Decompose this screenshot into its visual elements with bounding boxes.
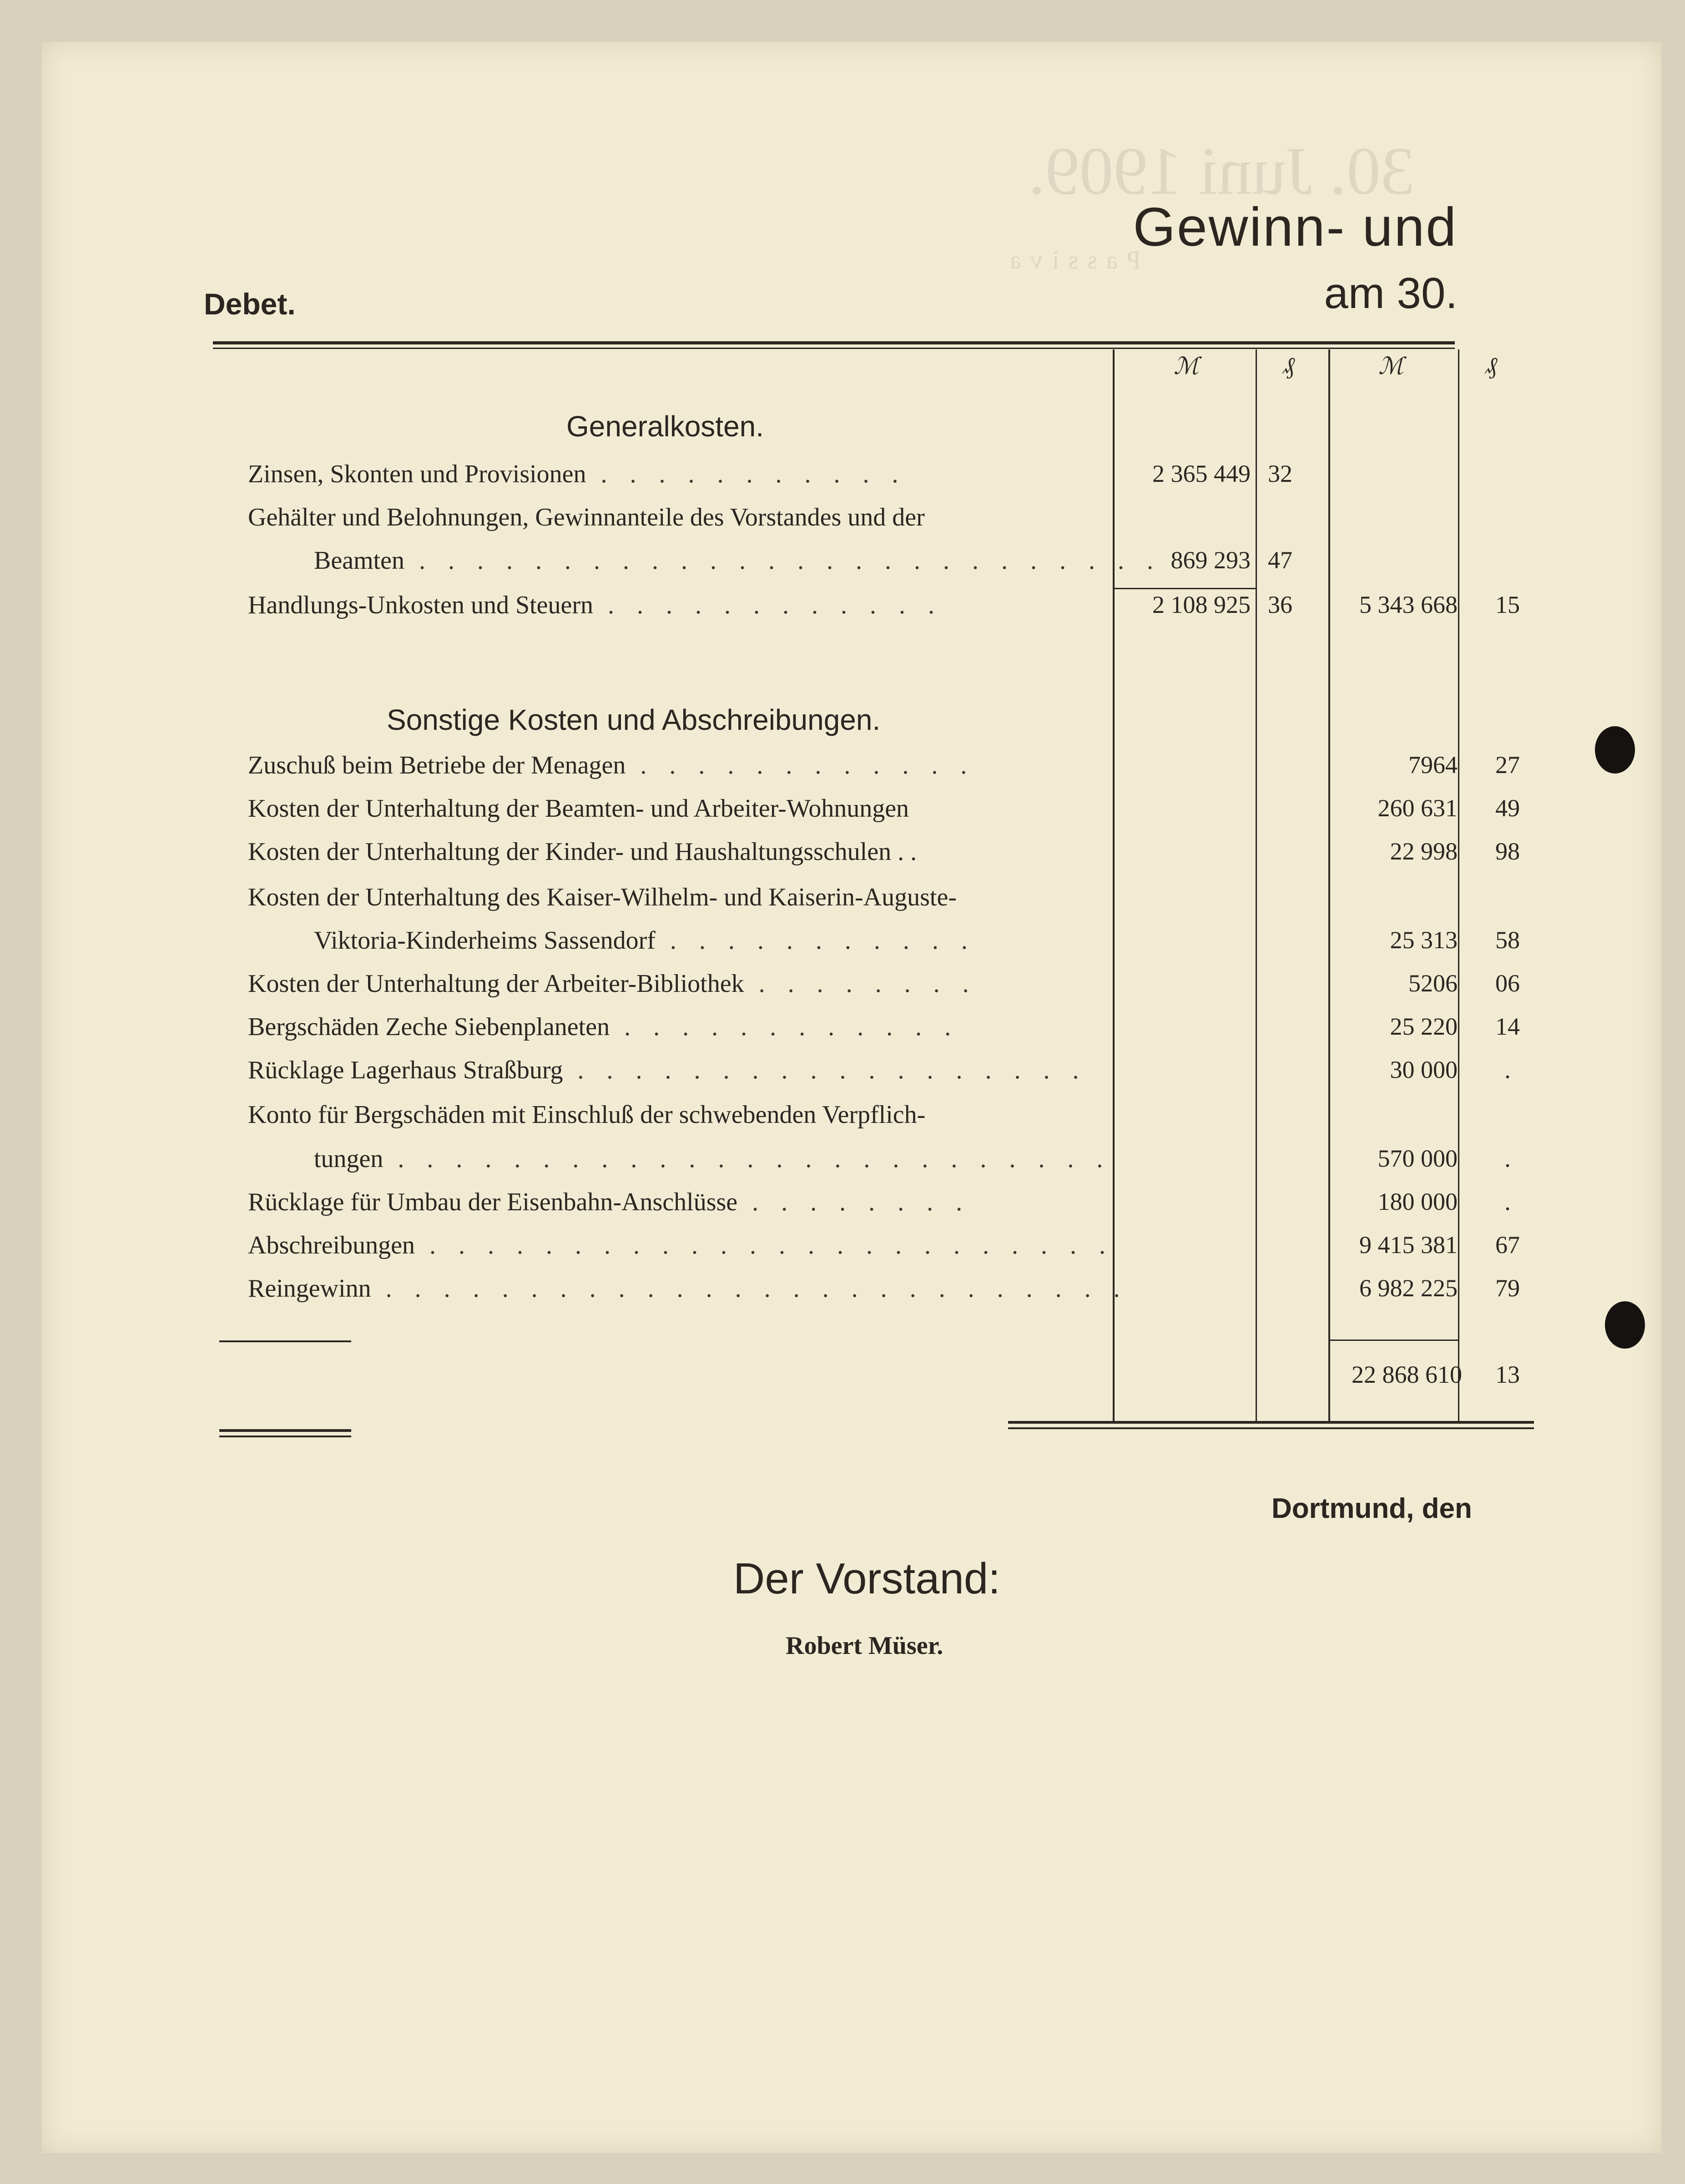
- col4-value: .: [1504, 1188, 1511, 1215]
- col4-value: 06: [1495, 970, 1520, 997]
- title-line-2: am 30.: [1324, 269, 1458, 318]
- row-label: Viktoria-Kinderheims Sassendorf . . . . . . . . . . .: [314, 926, 976, 955]
- col4-value: 67: [1495, 1231, 1520, 1259]
- table-row: [0, 1144, 1685, 1185]
- table-row: [0, 926, 1685, 967]
- col1-value: 2 365 449: [1152, 460, 1251, 487]
- col4-value: 58: [1495, 926, 1520, 954]
- col2-value: 47: [1268, 546, 1292, 574]
- place-date-line: Dortmund, den: [1271, 1493, 1472, 1524]
- table-row: [0, 591, 1685, 632]
- currency-pf-col2: ₰: [1283, 353, 1295, 379]
- table-row: [0, 837, 1685, 878]
- table-row: [0, 1231, 1685, 1272]
- col1-value: 2 108 925: [1152, 591, 1251, 618]
- currency-mark-col3: ℳ: [1378, 354, 1404, 379]
- row-label: Gehälter und Belohnungen, Gewinnanteile des Vorstandes und der: [248, 503, 925, 531]
- col2-value: 32: [1268, 460, 1292, 487]
- section-heading-sonstige: Sonstige Kosten und Abschreibungen.: [387, 703, 881, 736]
- col4-value: 15: [1495, 591, 1520, 618]
- bleed-through-passiva: Passiva: [1001, 246, 1141, 274]
- title-line-1: Gewinn- und: [1133, 197, 1458, 258]
- col3-value: 6 982 225: [1359, 1274, 1458, 1302]
- col3-value: 5 343 668: [1359, 591, 1458, 618]
- col3-value: 260 631: [1377, 794, 1458, 822]
- row-label: Kosten der Unterhaltung der Arbeiter-Bibliothek . . . . . . . .: [248, 970, 977, 998]
- col4-value: 27: [1495, 751, 1520, 779]
- total-value: 22 868 610: [1352, 1361, 1462, 1388]
- row-label: Abschreibungen . . . . . . . . . . . . . . . . . . . . . . . .: [248, 1231, 1114, 1259]
- col3-value: 25 220: [1390, 1013, 1458, 1040]
- col3-value: 25 313: [1390, 926, 1458, 954]
- row-label: Bergschäden Zeche Siebenplaneten . . . . . . . . . . . .: [248, 1013, 959, 1041]
- table-row: [0, 460, 1685, 500]
- closing-rule-right-1: [1008, 1421, 1534, 1424]
- col3-value: 180 000: [1377, 1188, 1458, 1215]
- table-row: [0, 1012, 1685, 1053]
- top-rule-thin: [213, 348, 1455, 349]
- total-rule-left: [219, 1340, 351, 1342]
- total-rule-col3: [1330, 1340, 1459, 1341]
- row-label: Kosten der Unterhaltung der Beamten- und Arbeiter-Wohnungen: [248, 794, 909, 823]
- col4-value: .: [1504, 1145, 1511, 1172]
- section-heading-generalkosten: Generalkosten.: [566, 410, 764, 443]
- col3-value: 7964: [1408, 751, 1458, 779]
- row-label: Rücklage Lagerhaus Straßburg . . . . . . . . . . . . . . . . . .: [248, 1056, 1087, 1084]
- document-page: [42, 42, 1661, 2153]
- table-row: [0, 1056, 1685, 1097]
- closing-rule-left-2: [219, 1436, 351, 1437]
- table-row: [0, 503, 1685, 544]
- debet-label: Debet.: [204, 287, 296, 321]
- table-row: [0, 1100, 1685, 1141]
- table-row: [0, 751, 1685, 792]
- row-label: tungen . . . . . . . . . . . . . . . . . . . . . . . . .: [314, 1145, 1111, 1173]
- currency-mark-col1: ℳ: [1174, 354, 1199, 379]
- bleed-through-date: 30. Juni 1909.: [1028, 133, 1415, 209]
- col1-value: 869 293: [1170, 546, 1251, 574]
- table-row: [0, 1274, 1685, 1315]
- table-row: [0, 546, 1685, 587]
- closing-rule-right-2: [1008, 1427, 1534, 1429]
- col2-value: 36: [1268, 591, 1292, 618]
- col4-value: 98: [1495, 838, 1520, 865]
- table-row: [0, 969, 1685, 1010]
- row-label: Beamten . . . . . . . . . . . . . . . . . . . . . . . . . .: [314, 546, 1162, 575]
- col4-value: .: [1504, 1056, 1511, 1083]
- row-label: Zuschuß beim Betriebe der Menagen . . . . . . . . . . . .: [248, 751, 975, 779]
- col4-value: 14: [1495, 1013, 1520, 1040]
- col4-value: 79: [1495, 1274, 1520, 1302]
- row-label: Reingewinn . . . . . . . . . . . . . . . . . . . . . . . . . .: [248, 1274, 1128, 1303]
- row-label: Konto für Bergschäden mit Einschluß der schwebenden Verpflich-: [248, 1101, 926, 1129]
- table-row: [0, 883, 1685, 924]
- col3-value: 22 998: [1390, 838, 1458, 865]
- col3-value: 5206: [1408, 970, 1458, 997]
- currency-pf-col4: ₰: [1485, 353, 1497, 379]
- row-label: Kosten der Unterhaltung der Kinder- und Haushaltungsschulen . .: [248, 838, 917, 866]
- closing-rule-left-1: [219, 1429, 351, 1432]
- table-row: [0, 1188, 1685, 1228]
- total-pf: 13: [1495, 1361, 1520, 1388]
- row-label: Zinsen, Skonten und Provisionen . . . . . . . . . . .: [248, 460, 907, 488]
- signer-name: Robert Müser.: [786, 1632, 943, 1660]
- col3-value: 570 000: [1377, 1145, 1458, 1172]
- col3-value: 9 415 381: [1359, 1231, 1458, 1259]
- col4-value: 49: [1495, 794, 1520, 822]
- row-label: Kosten der Unterhaltung des Kaiser-Wilhelm- und Kaiserin-Auguste-: [248, 883, 957, 911]
- subtotal-rule-col1: [1115, 588, 1256, 589]
- row-label: Handlungs-Unkosten und Steuern . . . . . . . . . . . .: [248, 591, 943, 619]
- col3-value: 30 000: [1390, 1056, 1458, 1083]
- row-label: Rücklage für Umbau der Eisenbahn-Anschlüsse . . . . . . . .: [248, 1188, 971, 1216]
- board-heading: Der Vorstand:: [733, 1554, 1000, 1603]
- total-row: [0, 1360, 1685, 1401]
- top-rule-thick: [213, 341, 1455, 344]
- table-row: [0, 794, 1685, 835]
